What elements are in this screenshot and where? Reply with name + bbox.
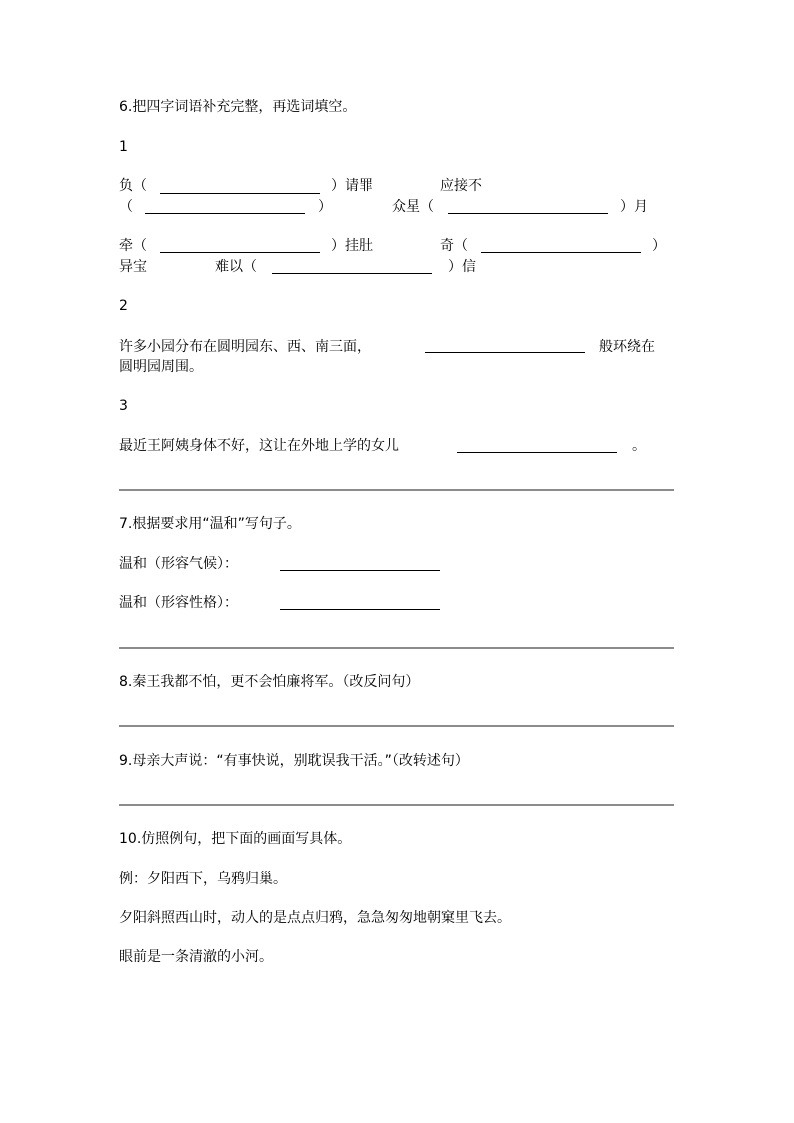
word5-ending: 异宝 <box>119 259 147 275</box>
q10-prompt: 眼前是一条清澈的小河。 <box>119 949 273 965</box>
part2-blank[interactable] <box>425 352 585 353</box>
q6-part2-number: 2 <box>119 298 128 314</box>
q7-line1-label: 温和（形容气候）： <box>119 556 238 572</box>
word4-blank[interactable] <box>160 252 320 253</box>
divider-rule <box>119 647 674 649</box>
part3-sentence-start: 最近王阿姨身体不好，这让在外地上学的女儿 <box>119 438 399 454</box>
word2-open-paren: （ <box>119 199 133 215</box>
q7-line2-blank[interactable] <box>280 609 440 610</box>
word1-blank[interactable] <box>160 193 320 194</box>
q7-line1-blank[interactable] <box>280 570 440 571</box>
word6-blank[interactable] <box>272 273 432 274</box>
word5-suffix: ） <box>652 238 666 254</box>
word2-close-paren: ） <box>318 199 332 215</box>
word5-blank[interactable] <box>481 252 641 253</box>
word3-blank[interactable] <box>448 213 608 214</box>
q7-title: 7.根据要求用“温和”写句子。 <box>119 516 301 532</box>
word3-prefix: 众星（ <box>392 199 434 215</box>
q10-title: 10.仿照例句，把下面的画面写具体。 <box>119 831 352 847</box>
part2-sentence-end: 圆明园周围。 <box>119 359 203 375</box>
q6-title: 6.把四字词语补充完整，再选词填空。 <box>119 99 357 115</box>
q9-title: 9.母亲大声说：“有事快说，别耽误我干活。”（改转述句） <box>119 753 469 769</box>
q6-part3-number: 3 <box>119 398 128 414</box>
answer-line[interactable] <box>119 725 674 727</box>
part3-blank[interactable] <box>457 452 617 453</box>
word1-prefix: 负（ <box>119 178 147 194</box>
q10-example-expanded: 夕阳斜照西山时，动人的是点点归鸦，急急匆匆地朝窠里飞去。 <box>119 910 511 926</box>
word2-prefix: 应接不 <box>440 178 482 194</box>
word4-prefix: 牵（ <box>119 238 147 254</box>
word5-prefix: 奇（ <box>440 238 468 254</box>
answer-line[interactable] <box>119 804 674 806</box>
q8-title: 8.秦王我都不怕，更不会怕廉将军。（改反问句） <box>119 674 420 690</box>
word4-suffix: ）挂肚 <box>331 238 373 254</box>
word2-blank[interactable] <box>145 213 305 214</box>
word3-suffix: ）月 <box>620 199 648 215</box>
q7-line2-label: 温和（形容性格）： <box>119 595 238 611</box>
q10-example-label: 例：夕阳西下，乌鸦归巢。 <box>119 871 287 887</box>
part2-sentence-start: 许多小园分布在圆明园东、西、南三面， <box>119 339 371 355</box>
word1-suffix: ）请罪 <box>331 178 373 194</box>
divider-rule <box>119 489 674 491</box>
part2-sentence-middle: 般环绕在 <box>599 339 655 355</box>
part3-sentence-end: 。 <box>632 438 646 454</box>
word6-prefix: 难以（ <box>215 259 257 275</box>
q6-part1-number: 1 <box>119 139 128 155</box>
word6-suffix: ）信 <box>448 259 476 275</box>
